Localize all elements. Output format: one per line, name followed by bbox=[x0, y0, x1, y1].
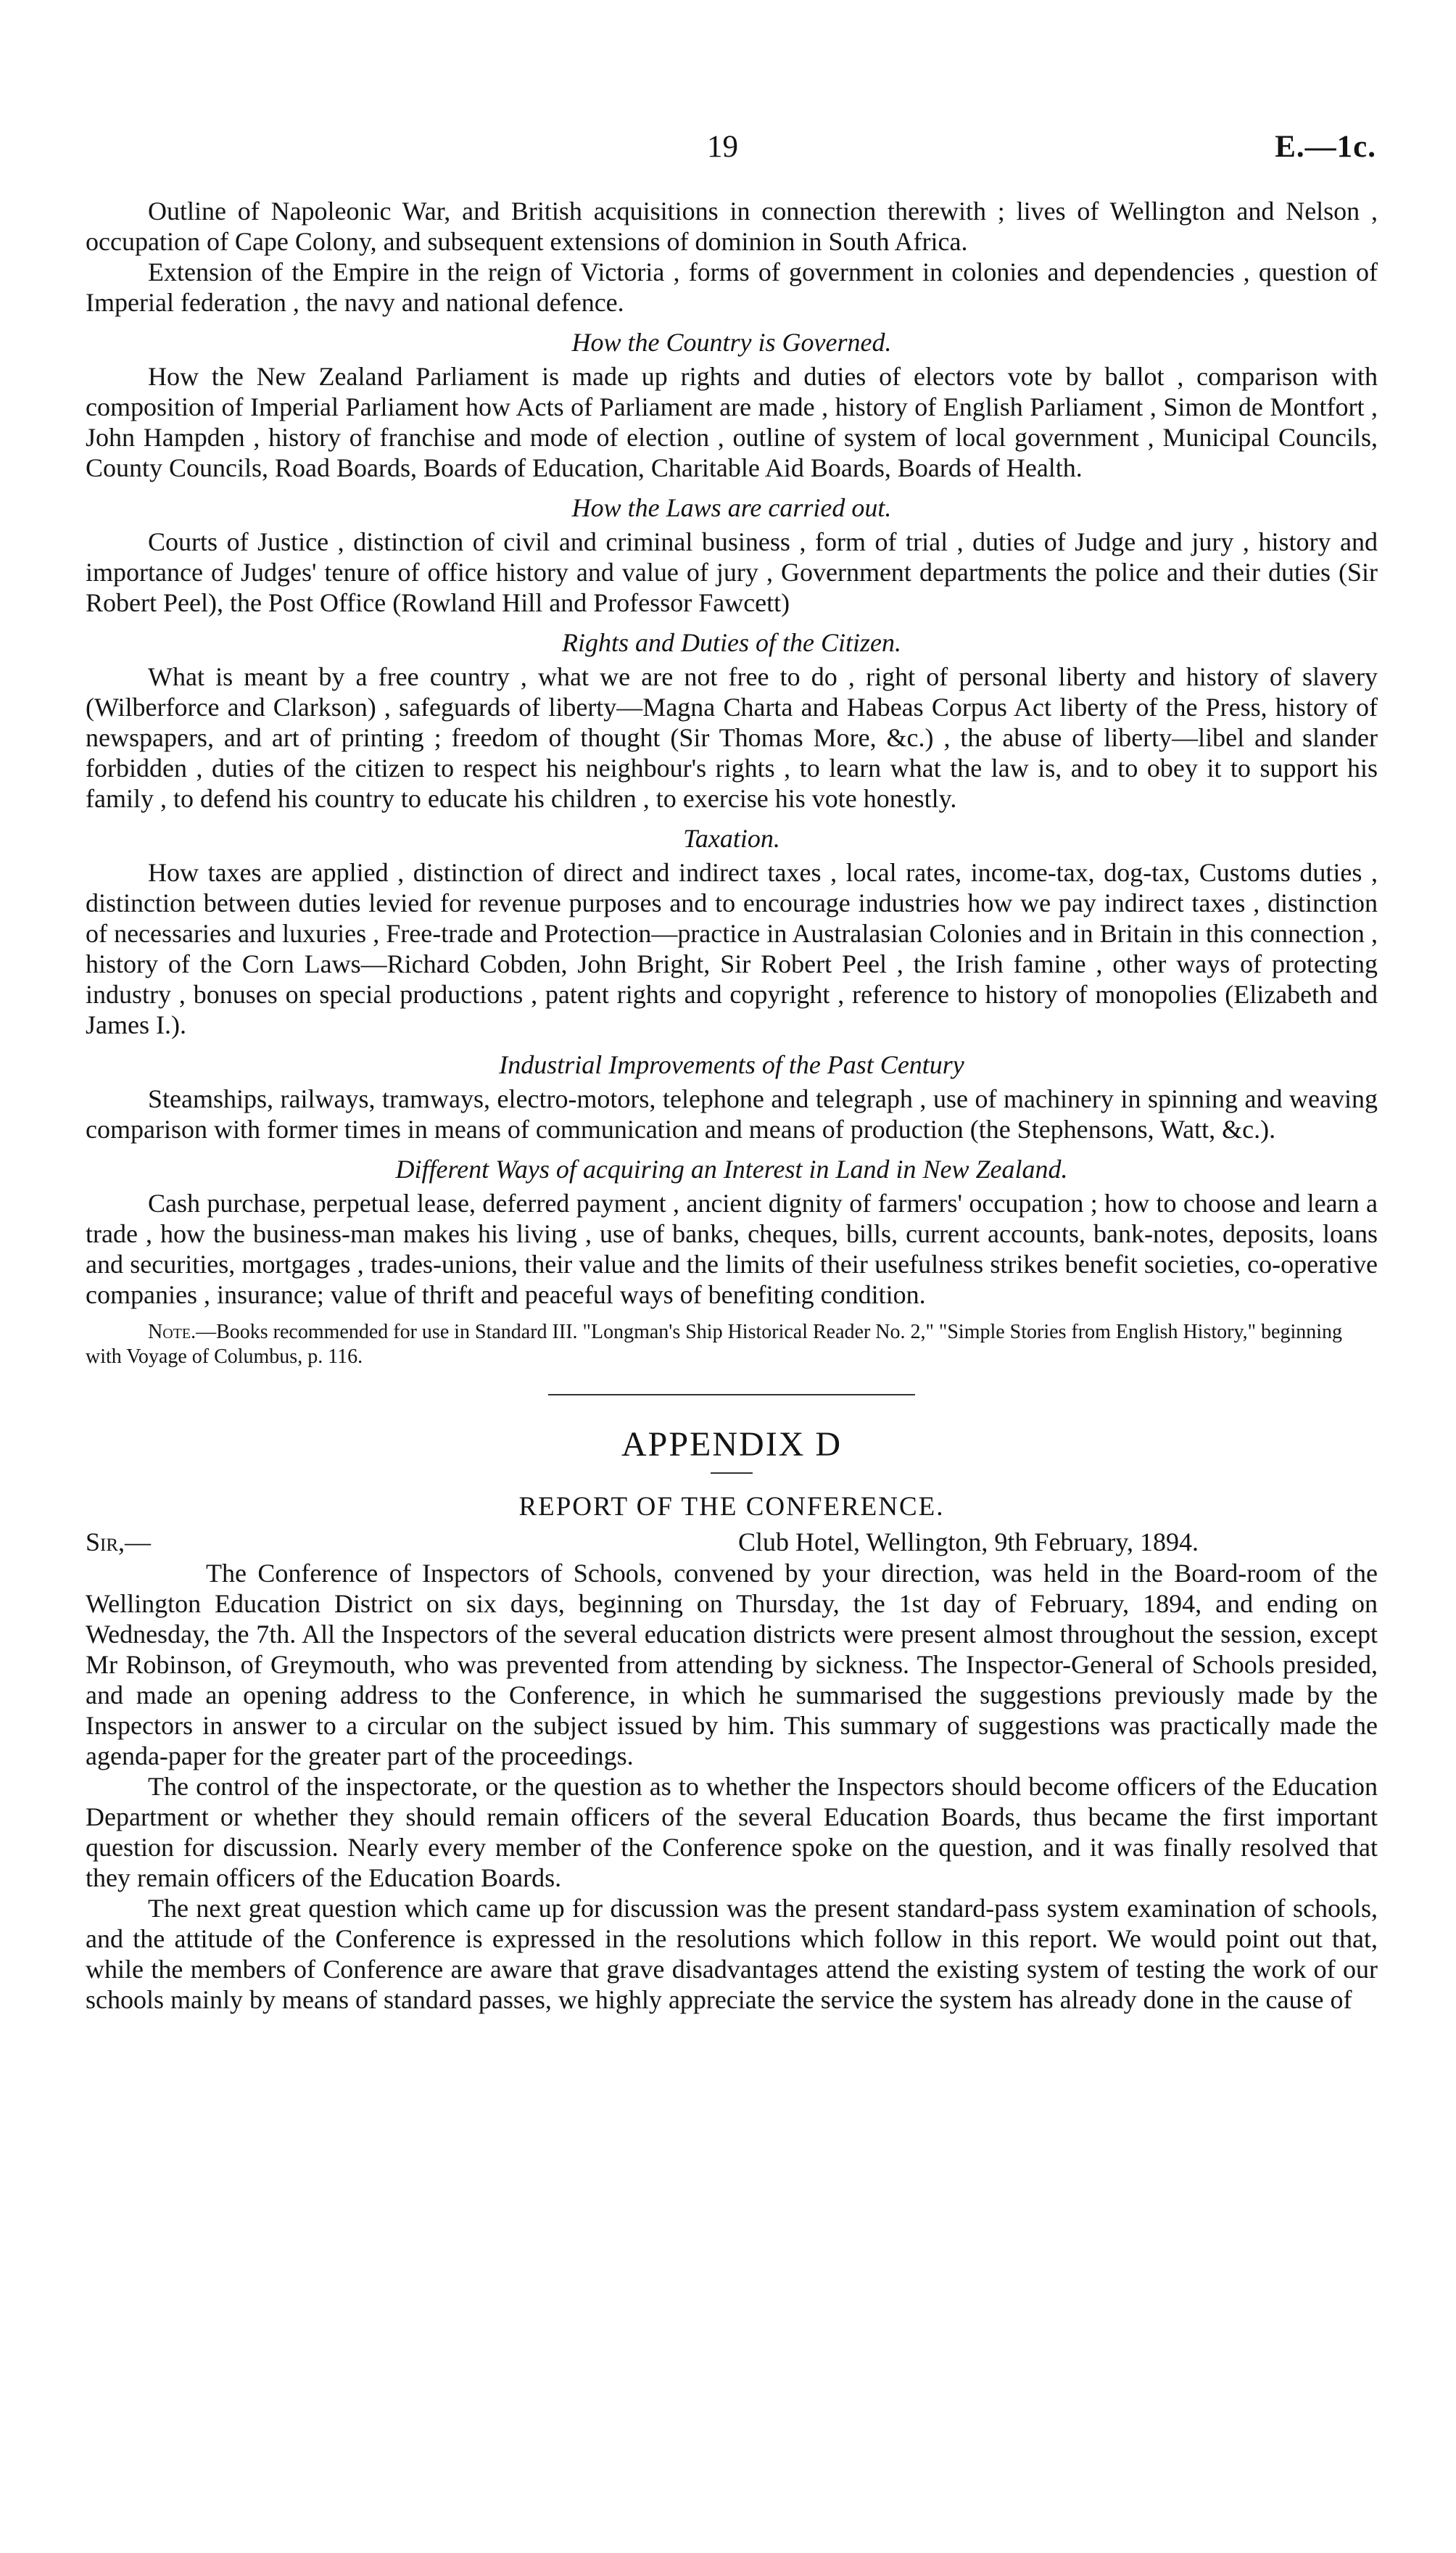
section-heading: Industrial Improvements of the Past Century bbox=[499, 1050, 964, 1079]
section-land-interest bbox=[86, 1153, 1378, 1310]
section-industrial-improvements bbox=[86, 1049, 1378, 1144]
section-country-governed bbox=[86, 326, 1378, 483]
section-divider bbox=[548, 1394, 915, 1395]
paragraph: How taxes are applied , distinction of direct and indirect taxes , local rates, income-tax, dog-tax, Customs duties , distinction between duties levied for revenue purposes and to encourage industries how we pay indirect taxes , distinction of necessaries and luxuries , Free-trade and Protection—practice in Australasian Colonies and in Britain in this connection , history of the Corn Laws—Richard Cobden, John Bright, Sir Robert Peel , the Irish famine , other ways of protecting industry , bonuses on special productions , patent rights and copyright , reference to history of monopolies (Elizabeth and James I.). bbox=[86, 858, 1378, 1039]
paragraph: Courts of Justice , distinction of civil and criminal business , form of trial , duties of Judge and jury , history and importance of Judges' tenure of office history and value of jury , Government departments the police and their duties (Sir Robert Peel), the Post Office (Rowland Hill and Professor Fawcett) bbox=[86, 527, 1378, 617]
letter-opening bbox=[86, 1526, 1378, 1558]
paragraph: Outline of Napoleonic War, and British acquisitions in connection therewith ; lives of Wellington and Nelson , occupation of Cape Colony, and subsequent extensions of dominion in South Africa. bbox=[86, 197, 1378, 256]
page-header bbox=[0, 129, 1456, 173]
note-text: —Books recommended for use in Standard III. "Longman's Ship Historical Reader No. 2," "Simple Stories from English History," beginning with Voyage of Columbus, p. 116. bbox=[86, 1321, 1343, 1368]
section-empire bbox=[86, 196, 1378, 318]
books-note bbox=[86, 1320, 1378, 1369]
page-number: 19 bbox=[707, 130, 738, 164]
paragraph: What is meant by a free country , what we are not free to do , right of personal liberty and history of slavery (Wilberforce and Clarkson) , safeguards of liberty—Magna Charta and Habeas Corpus Act liberty of the Press, history of newspapers, and art of printing ; freedom of thought (Sir Thomas More, &c.) , the abuse of liberty—libel and slander forbidden , duties of the citizen to respect his neighbour's rights , to learn what the law is, and to obey it to support his family , to defend his country to educate his children , to exercise his vote honestly. bbox=[86, 662, 1378, 813]
section-heading: Taxation. bbox=[683, 824, 780, 853]
section-rights-duties bbox=[86, 627, 1378, 814]
paragraph: Cash purchase, perpetual lease, deferred payment , ancient dignity of farmers' occupation ; how to choose and learn a trade , how the business-man makes his living , use of banks, cheques, bills, current accounts, bank-notes, deposits, loans and securities, mortgages , trades-unions, their value and the limits of their usefulness strikes benefit societies, co-operative companies , insurance; value of thrift and peaceful ways of benefiting condition. bbox=[86, 1189, 1378, 1309]
paragraph: Steamships, railways, tramways, electro-motors, telephone and telegraph , use of machinery in spinning and weaving comparison with former times in means of communication and means of production (the Stephensons, Watt, &c.). bbox=[86, 1084, 1378, 1144]
document-body bbox=[86, 196, 1378, 2015]
dateline: Club Hotel, Wellington, 9th February, 1894. bbox=[738, 1527, 1199, 1556]
section-heading: Different Ways of acquiring an Interest in Land in New Zealand. bbox=[395, 1155, 1068, 1184]
section-heading: Rights and Duties of the Citizen. bbox=[562, 628, 901, 657]
note-label: Note. bbox=[148, 1321, 197, 1343]
section-heading: How the Country is Governed. bbox=[571, 328, 892, 357]
section-laws-carried-out bbox=[86, 492, 1378, 618]
paragraph: How the New Zealand Parliament is made up rights and duties of electors vote by ballot , comparison with composition of Imperial Parliament how Acts of Parliament are made , history of English Parliament , Simon de Montfort , John Hampden , history of franchise and mode of election , outline of system of local government , Municipal Councils, County Councils, Road Boards, Boards of Education, Charitable Aid Boards, Boards of Health. bbox=[86, 362, 1378, 482]
paragraph: The Conference of Inspectors of Schools, convened by your direction, was held in the Board-room of the Wellington Education District on six days, beginning on Thursday, the 1st day of February, 1894, and ending on Wednesday, the 7th. All the Inspectors of the several education districts were present almost throughout the session, except Mr Robinson, of Greymouth, who was prevented from attending by sickness. The Inspector-General of Schools presided, and made an opening address to the Conference, in which he summarised the suggestions previously made by the Inspectors in answer to a circular on the subject issued by him. This summary of suggestions was practically made the agenda-paper for the greater part of the proceedings. bbox=[86, 1559, 1378, 1770]
paragraph: Extension of the Empire in the reign of Victoria , forms of government in colonies and dependencies , question of Imperial federation , the navy and national defence. bbox=[86, 257, 1378, 317]
section-heading: How the Laws are carried out. bbox=[571, 493, 892, 522]
document-reference: E.—1c. bbox=[1275, 130, 1376, 164]
report-title: REPORT OF THE CONFERENCE. bbox=[518, 1492, 945, 1522]
title-underline bbox=[711, 1472, 753, 1474]
paragraph: The control of the inspectorate, or the question as to whether the Inspectors should become officers of the Education Department or whether they should remain officers of the several Education Boards, thus became the first important question for discussion. Nearly every member of the Conference spoke on the question, and it was finally resolved that they remain officers of the Education Boards. bbox=[86, 1772, 1378, 1892]
salutation: Sir,— bbox=[86, 1527, 152, 1556]
paragraph: The next great question which came up for discussion was the present standard-pass system examination of schools, and the attitude of the Conference is expressed in the resolutions which follow in this report. We would point out that, while the members of Conference are aware that grave disadvantages attend the existing system of testing the work of our schools mainly by means of standard passes, we highly appreciate the service the system has already done in the cause of bbox=[86, 1894, 1378, 2014]
section-taxation bbox=[86, 822, 1378, 1040]
appendix-title: APPENDIX D bbox=[621, 1425, 842, 1464]
letter-body bbox=[86, 1558, 1378, 2015]
